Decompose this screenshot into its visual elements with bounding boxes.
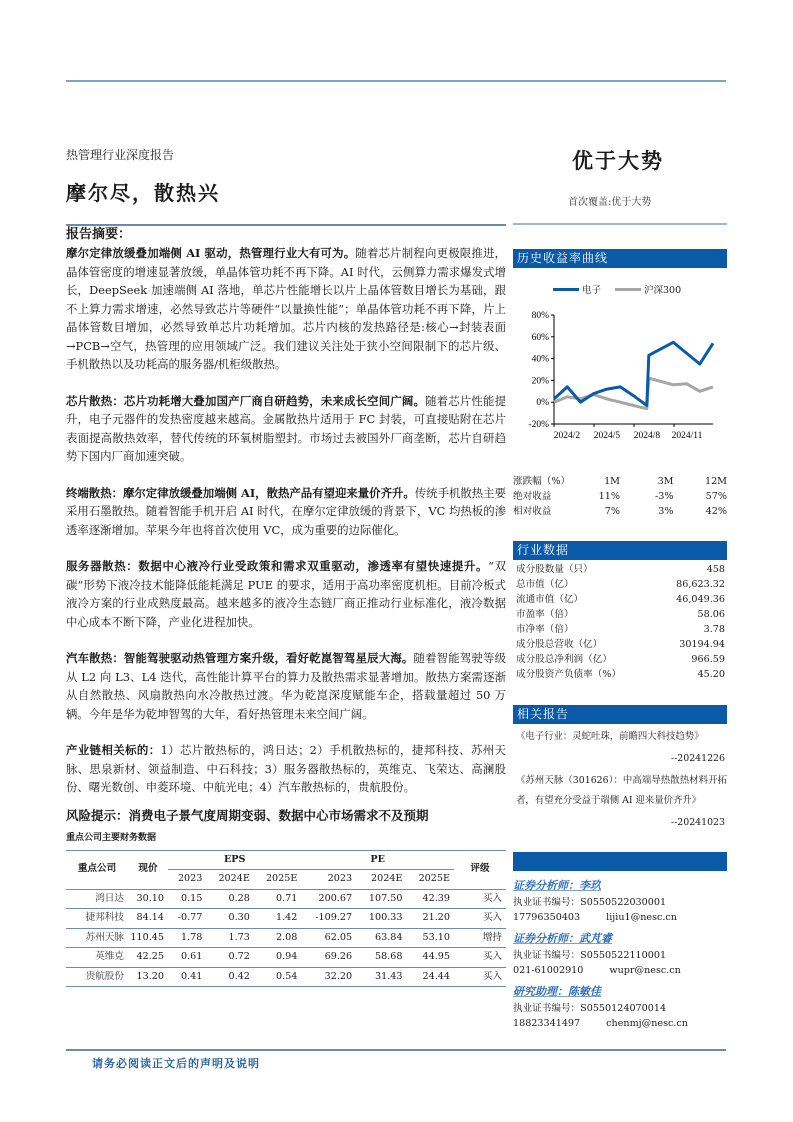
- summary-paragraph: [66, 741, 506, 797]
- table-row: [66, 948, 506, 968]
- analyst-bar: [513, 852, 727, 871]
- industry-row: [513, 562, 727, 577]
- industry-label: 成分股数量（只）: [516, 564, 593, 575]
- cell-company: 贵航股份: [66, 967, 128, 987]
- cell-pe: -109.27: [301, 909, 356, 929]
- col-pe: PE: [301, 850, 454, 870]
- industry-label: 总市值（亿）: [516, 579, 574, 590]
- footer-rule: [66, 1049, 726, 1051]
- cell-eps: 2.08: [254, 928, 302, 948]
- cell-pe: 100.33: [356, 909, 406, 929]
- paragraph-lead: 终端散热：摩尔定律放缓叠加端侧 AI，散热产品有望迎来量价齐升。: [66, 485, 415, 500]
- related-reports: [513, 705, 727, 835]
- analyst-phone: 18823341497: [513, 1018, 581, 1029]
- industry-row: [513, 667, 727, 682]
- paragraph-text: “双碳”形势下液冷技术能降低能耗满足 PUE 的要求，适用于高功率密度机柜。目前冷板式液冷方案的行业成熟度最高。越来越多的液冷生态链厂商正推动行业标准化，液冷数据中心成本不断下降，产业化进程加快。: [66, 559, 506, 629]
- paragraph-text: 随着芯片性能提升，电子元器件的发热密度越来越高。金属散热片适用于 FC 封装，可直接贴附在芯片表面提高散热效率，替代传统的环氧树脂塑封。市场过去被国外厂商垄断，芯片自研趋势下国内厂商加速突破。: [66, 393, 506, 463]
- perf-row: [513, 504, 727, 519]
- industry-data: [513, 541, 727, 682]
- summary-section: [66, 226, 506, 987]
- industry-label: 成分股资产负债率（%）: [516, 669, 622, 680]
- cell-pe: 53.10: [406, 928, 454, 948]
- industry-value: 45.20: [697, 669, 725, 680]
- analyst-phone: 17796350403: [513, 912, 581, 923]
- col-year: 2023: [301, 870, 356, 890]
- related-report-link[interactable]: 《电子行业：灵蛇吐珠，前瞻四大科技趋势》: [516, 731, 704, 742]
- col-rating: 评级: [454, 850, 506, 889]
- financial-table: [66, 850, 506, 988]
- cell-pe: 107.50: [356, 889, 406, 909]
- svg-text:60%: 60%: [531, 332, 549, 343]
- footer-disclaimer: 请务必阅读正文后的声明及说明: [92, 1057, 260, 1070]
- cell-eps: 1.78: [168, 928, 206, 948]
- industry-row: [513, 652, 727, 667]
- col-year: 2025E: [254, 870, 302, 890]
- report-type: 热管理行业深度报告: [66, 148, 175, 162]
- perf-col: 1M: [604, 476, 620, 487]
- industry-label: 成分股总净利润（亿）: [516, 654, 612, 665]
- paragraph-text: 1）芯片散热标的，鸿日达；2）手机散热标的，捷邦科技、苏州天脉、思泉新材、领益制造、中石科技；3）服务器散热标的，英维克、飞荣达、高澜股份、曙光数创、申菱环境、中航光电；4）汽车散热标的，贵航股份。: [66, 743, 506, 794]
- perf-col: 12M: [704, 476, 727, 487]
- industry-value: 966.59: [691, 654, 725, 665]
- cell-price: 13.20: [128, 967, 168, 987]
- return-chart: [513, 270, 727, 446]
- col-year: 2023: [168, 870, 206, 890]
- cell-pe: 31.43: [356, 967, 406, 987]
- cell-eps: 0.41: [168, 967, 206, 987]
- cell-price: 84.14: [128, 909, 168, 929]
- analyst-email[interactable]: lijiu1@nesc.cn: [606, 912, 677, 923]
- perf-cell: 7%: [604, 506, 620, 517]
- summary-paragraph: [66, 649, 506, 723]
- perf-col: 涨跌幅（%）: [513, 476, 571, 487]
- cell-price: 42.25: [128, 948, 168, 968]
- industry-label: 市盈率（倍）: [516, 609, 574, 620]
- cell-eps: 0.30: [206, 909, 254, 929]
- svg-text:2024/11: 2024/11: [671, 431, 703, 441]
- cell-pe: 42.39: [406, 889, 454, 909]
- cell-rating: 买入: [454, 889, 506, 909]
- page-title: 摩尔尽，散热兴: [66, 181, 220, 205]
- analyst-block: [513, 877, 727, 925]
- table-row: [66, 967, 506, 987]
- summary-paragraph: [66, 244, 506, 374]
- paragraph-text: 随着智能驾驶等级从 L2 向 L3、L4 迭代，高性能计算平台的算力及散热需求显著增加。散热方案需逐渐从自然散热、风扇散热向水冷散热过渡。华为乾崑深度赋能车企，搭载量超过 50 万辆。今年是华为乾坤智驾的大年，看好热管理未来空间广阔。: [66, 651, 506, 721]
- perf-col: 3M: [657, 476, 674, 487]
- industry-row: [513, 622, 727, 637]
- paragraph-text: 传统手机散热主要采用石墨散热。随着智能手机开启 AI 时代，在摩尔定律放缓的背景下，VC 均热板的渗透率逐渐增加。苹果今年也将首次使用 VC，成为重要的边际催化。: [66, 485, 506, 537]
- analyst-name: 证券分析师：李玖: [513, 879, 601, 892]
- industry-value: 3.78: [703, 624, 725, 635]
- cell-company: 苏州天脉: [66, 928, 128, 948]
- industry-row: [513, 577, 727, 592]
- related-report-date: --20241226: [670, 753, 725, 764]
- industry-label: 成分股总营收（亿）: [516, 639, 603, 650]
- industry-value: 86,623.32: [676, 579, 725, 590]
- cell-eps: 0.72: [206, 948, 254, 968]
- cell-pe: 32.20: [301, 967, 356, 987]
- col-eps: EPS: [168, 850, 301, 870]
- cell-eps: 0.54: [254, 967, 302, 987]
- svg-text:2024/8: 2024/8: [633, 431, 661, 441]
- cell-pe: 62.05: [301, 928, 356, 948]
- industry-label: 市净率（倍）: [516, 624, 574, 635]
- paragraph-lead: 汽车散热：智能驾驶驱动热管理方案升级，看好乾崑智驾星辰大海。: [66, 651, 414, 665]
- legend-label: 电子: [582, 285, 602, 296]
- table-row: [66, 909, 506, 929]
- cell-eps: 1.42: [254, 909, 302, 929]
- divider: [513, 223, 727, 225]
- analyst-name: 证券分析师：武芃睿: [513, 932, 612, 945]
- analyst-email[interactable]: chenmj@nesc.cn: [606, 1018, 688, 1029]
- industry-row: [513, 607, 727, 622]
- risk-warning: 风险提示：消费电子景气度周期变弱、数据中心市场需求不及预期: [66, 807, 429, 823]
- summary-paragraph: [66, 392, 506, 466]
- related-report-date: --20241023: [670, 817, 725, 828]
- paragraph-lead: 摩尔定律放缓叠加端侧 AI 驱动，热管理行业大有可为。: [66, 246, 356, 260]
- cell-rating: 买入: [454, 909, 506, 929]
- svg-text:-20%: -20%: [528, 420, 549, 430]
- table-caption: 重点公司主要财务数据: [66, 833, 157, 843]
- industry-row: [513, 592, 727, 607]
- related-report-link[interactable]: 《苏州天脉（301626）：中高端导热散热材料开拓者，有望充分受益于端侧 AI 迎来量价齐升》: [516, 775, 727, 806]
- paragraph-text: 随着芯片制程向更极限推进，晶体管密度的增速显著放缓，单晶体管功耗不再下降。AI 时代，云侧算力需求爆发式增长，DeepSeek 加速端侧 AI 落地，单芯片性能增长以片上晶体管数目增长为基础，跟不上算力需求增速，必然导致芯片等硬件“以量换性能”；单晶体管功耗不再下降，片上晶体管数目增加，必然导致单芯片功耗增加。芯片内核的发热路径是:核心→封装表面→PCB→空气，热管理的应用领域广泛。我们建议关注处于狭小空间限制下的芯片级、手机散热以及功耗高的服务器/机柜级散热。: [66, 246, 506, 371]
- performance-table: [513, 474, 727, 519]
- cell-pe: 24.44: [406, 967, 454, 987]
- industry-value: 30194.94: [679, 639, 725, 650]
- cell-eps: 0.71: [254, 889, 302, 909]
- industry-title: 行业数据: [513, 541, 727, 560]
- top-rule: [66, 80, 726, 82]
- cell-rating: 买入: [454, 967, 506, 987]
- industry-value: 458: [706, 564, 725, 575]
- industry-value: 58.06: [697, 609, 725, 620]
- cell-eps: -0.77: [168, 909, 206, 929]
- chart-section: [513, 249, 727, 268]
- line-chart: [513, 270, 727, 446]
- perf-cell: 42%: [705, 506, 727, 517]
- perf-cell: 相对收益: [513, 506, 552, 517]
- industry-label: 流通市值（亿）: [516, 594, 584, 605]
- svg-text:2024/5: 2024/5: [593, 431, 621, 441]
- summary-paragraph: [66, 484, 506, 540]
- summary-paragraph: [66, 557, 506, 631]
- cell-company: 鸿日达: [66, 889, 128, 909]
- related-title: 相关报告: [513, 705, 727, 724]
- perf-cell: -3%: [655, 491, 674, 502]
- table-row: [66, 928, 506, 948]
- analyst-block: [513, 983, 727, 1031]
- analyst-contact: [513, 1016, 727, 1031]
- cell-pe: 69.26: [301, 948, 356, 968]
- perf-cell: 57%: [705, 491, 727, 502]
- cell-company: 捷邦科技: [66, 909, 128, 929]
- col-company: 重点公司: [66, 850, 128, 889]
- paragraph-lead: 芯片散热：芯片功耗增大叠加国产厂商自研趋势，未来成长空间广阔。: [66, 393, 426, 408]
- cell-eps: 0.28: [206, 889, 254, 909]
- cell-price: 110.45: [128, 928, 168, 948]
- analyst-email[interactable]: wupr@nesc.cn: [609, 965, 681, 976]
- cell-pe: 44.95: [406, 948, 454, 968]
- summary-heading: 报告摘要：: [66, 227, 132, 242]
- cell-rating: 增持: [454, 928, 506, 948]
- perf-header: [513, 474, 727, 489]
- cell-eps: 0.61: [168, 948, 206, 968]
- industry-value: 46,049.36: [676, 594, 725, 605]
- col-year: 2025E: [406, 870, 454, 890]
- analyst-block: [513, 930, 727, 978]
- cell-price: 30.10: [128, 889, 168, 909]
- perf-cell: 绝对收益: [513, 491, 552, 502]
- analyst-contact: [513, 910, 727, 925]
- cell-eps: 0.42: [206, 967, 254, 987]
- cell-eps: 0.94: [254, 948, 302, 968]
- table-row: [66, 889, 506, 909]
- cell-company: 英维克: [66, 948, 128, 968]
- perf-cell: 11%: [598, 491, 620, 502]
- industry-row: [513, 637, 727, 652]
- perf-cell: 3%: [658, 506, 674, 517]
- legend-label: 沪深300: [644, 285, 682, 296]
- analyst-phone: 021-61002910: [513, 965, 584, 976]
- cell-pe: 200.67: [301, 889, 356, 909]
- cell-eps: 0.15: [168, 889, 206, 909]
- col-year: 2024E: [356, 870, 406, 890]
- analyst-contact: [513, 963, 727, 978]
- svg-text:2024/2: 2024/2: [553, 431, 581, 441]
- cell-pe: 63.84: [356, 928, 406, 948]
- rating-sub: 首次覆盖:优于大势: [568, 197, 652, 208]
- svg-text:20%: 20%: [531, 376, 549, 387]
- rating: 优于大势: [572, 148, 664, 173]
- analyst-cert: 执业证书编号：S0550522110001: [513, 950, 667, 961]
- svg-text:0%: 0%: [536, 398, 549, 409]
- svg-text:40%: 40%: [531, 354, 549, 365]
- paragraph-lead: 产业链相关标的：: [66, 743, 161, 757]
- chart-title: 历史收益率曲线: [513, 249, 727, 268]
- col-price: 现价: [128, 850, 168, 889]
- analyst-name: 研究助理：陈敏佳: [513, 985, 601, 998]
- cell-pe: 58.68: [356, 948, 406, 968]
- svg-text:80%: 80%: [531, 311, 549, 321]
- col-year: 2024E: [206, 870, 254, 890]
- paragraph-lead: 服务器散热：数据中心液冷行业受政策和需求双重驱动，渗透率有望快速提升。: [66, 559, 489, 573]
- cell-eps: 1.73: [206, 928, 254, 948]
- analyst-cert: 执业证书编号：S0550124070014: [513, 1003, 667, 1014]
- perf-row: [513, 489, 727, 504]
- cell-pe: 21.20: [406, 909, 454, 929]
- cell-rating: 买入: [454, 948, 506, 968]
- analyst-cert: 执业证书编号：S0550522030001: [513, 897, 667, 908]
